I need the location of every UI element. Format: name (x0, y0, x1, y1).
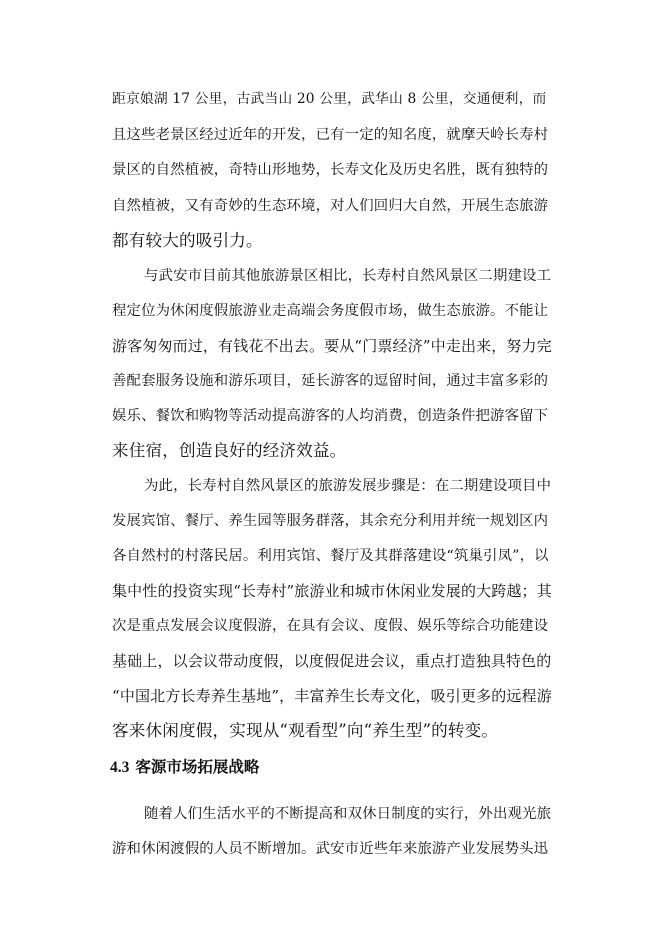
text-line: 与武安市目前其他旅游景区相比，长寿村自然风景区二期建设工 (144, 268, 552, 284)
text-line: 随着人们生活水平的不断提高和双休日制度的实行，外出观光旅 (144, 806, 552, 822)
text-line: 集中性的投资实现“长寿村”旅游业和城市休闲业发展的大跨越；其 (112, 582, 552, 600)
text-line: 为此，长寿村自然风景区的旅游发展步骤是：在二期建设项目中 (144, 478, 552, 494)
text-line: 善配套服务设施和游乐项目，延长游客的逗留时间，通过丰富多彩的 (112, 373, 549, 389)
text-line: 来住宿，创造良好的经济效益。 (112, 441, 347, 460)
text-line: 客来休闲度假，实现从“观看型”向“养生型”的转变。 (112, 721, 499, 740)
section-number: 4.3 (110, 759, 130, 776)
text-line: 娱乐、餐饮和购物等活动提高游客的人均消费，创造条件把游客留下 (112, 408, 549, 424)
text-line: 次是重点发展会议度假游，在具有会议、度假、娱乐等综合功能建设 (112, 618, 549, 634)
text-line: 游客匆匆而过，有钱花不出去。要从“门票经济”中走出来，努力完 (112, 337, 552, 355)
text-line: 都有较大的吸引力。 (112, 231, 263, 250)
text-line: “中国北方长寿养生基地”，丰富养生长寿文化，吸引更多的远程游 (112, 687, 552, 705)
text-line: 自然植被，又有奇妙的生态环境，对人们回归大自然，开展生态旅游 (112, 198, 549, 214)
section-heading (110, 757, 259, 778)
text-line: 程定位为休闲度假旅游业走高端会务度假市场，做生态旅游。不能让 (112, 303, 549, 319)
text-line: 发展宾馆、餐厅、养生园等服务群落，其余充分利用并统一规划区内 (112, 513, 549, 529)
text-line: 各自然村的村落民居。利用宾馆、餐厅及其群落建设“筑巢引凤”，以 (112, 548, 549, 564)
section-title: 客源市场拓展战略 (135, 757, 260, 776)
text-line: 游和休闲渡假的人员不断增加。武安市近些年来旅游产业发展势头迅 (112, 841, 549, 857)
text-line: 基础上，以会议带动度假，以度假促进会议，重点打造独具特色的 (112, 652, 552, 670)
text-line: 景区的自然植被，奇特山形地势，长寿文化及历史名胜，既有独特的 (112, 162, 549, 178)
text-line: 距京娘湖 17 公里，古武当山 20 公里，武华山 8 公里，交通便利，而 (112, 91, 547, 107)
text-line: 且这些老景区经过近年的开发，已有一定的知名度，就摩天岭长寿村 (112, 127, 549, 143)
